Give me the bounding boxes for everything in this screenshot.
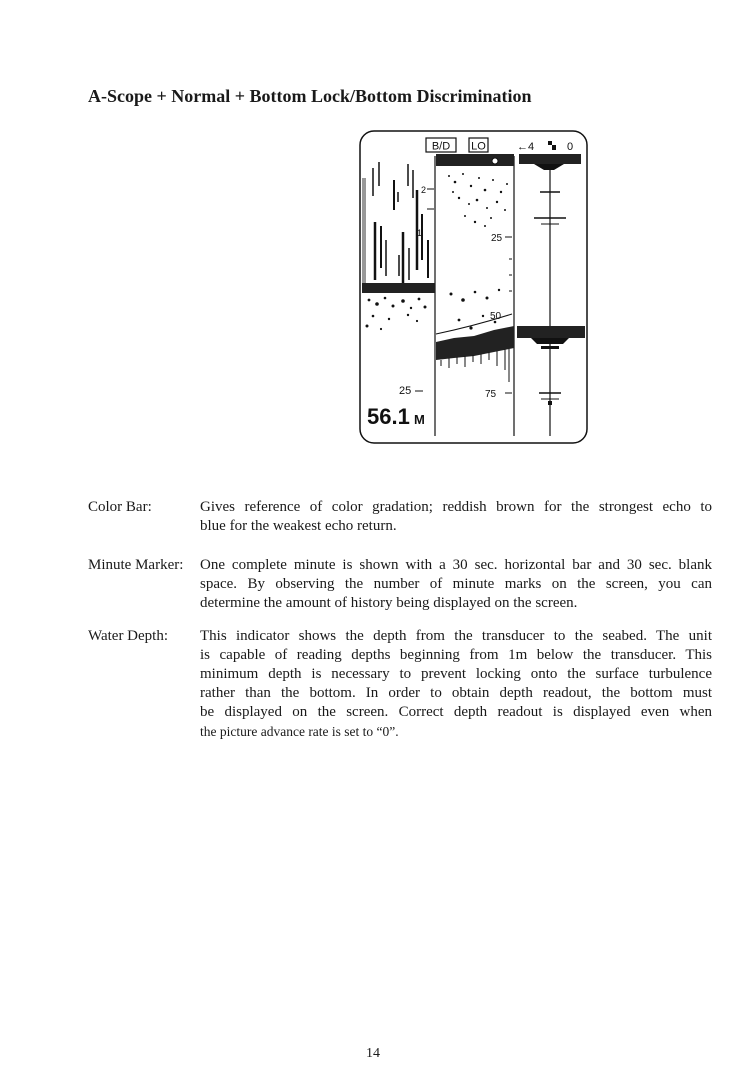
left-scale-label-25: 25: [399, 385, 412, 397]
bd-mode-label: B/D: [431, 140, 451, 153]
definition-body: [200, 627, 712, 741]
advance-marker-bottom: [552, 145, 556, 150]
advance-zero-label: 0: [567, 141, 574, 153]
ascope-label-1: 1: [417, 228, 423, 238]
depth-readout-unit: M: [414, 412, 425, 427]
mid-scale-label-75: 75: [485, 389, 497, 400]
definition-term: Color Bar:: [88, 499, 152, 515]
mid-scale-label-50: 50: [490, 311, 502, 322]
definition-line: space. By observing the number of minute marks on the screen, you can: [200, 576, 712, 592]
echogram-illustration: [359, 130, 588, 444]
ascope-label-2: 2: [421, 185, 427, 195]
page-title: A-Scope + Normal + Bottom Lock/Bottom Discrimination: [88, 86, 532, 106]
definition-term: Minute Marker:: [88, 557, 184, 573]
definition-line: rather than the bottom. In order to obtain depth readout, the bottom must: [200, 685, 712, 701]
page-number: 14: [366, 1046, 380, 1061]
surface-band: [436, 154, 514, 166]
advance-marker-top: [548, 141, 552, 145]
depth-readout-value: 56.1: [367, 404, 410, 429]
depth-readout: [367, 404, 425, 429]
definition-line: determine the amount of history being displayed on the screen.: [200, 595, 578, 611]
definition-line: the picture advance rate is set to “0”.: [200, 724, 399, 739]
ascope-column: [517, 154, 585, 405]
echogram-display: [359, 130, 588, 444]
advance-rate-label: ←4: [517, 141, 535, 153]
definition-line: minimum depth is necessary to prevent locking onto the surface turbulence: [200, 666, 712, 682]
definition-line: Gives reference of color gradation; reddish brown for the strongest echo to: [200, 499, 712, 515]
lo-mode-label: LO: [471, 140, 486, 153]
mid-scale-label-25: 25: [491, 233, 503, 244]
definition-line: This indicator shows the depth from the transducer to the seabed. The unit: [200, 628, 712, 644]
definition-term: Water Depth:: [88, 628, 169, 644]
definition-body: [200, 498, 712, 536]
definition-body: [200, 556, 712, 613]
ascope-traces: [362, 162, 428, 290]
definition-line: blue for the weakest echo return.: [200, 518, 397, 534]
fish-echoes: [448, 173, 508, 330]
left-bottom-speckle: [366, 297, 427, 330]
definition-line: is capable of reading depths beginning from 1m below the transducer. This: [200, 647, 712, 663]
minute-marker: [492, 158, 498, 164]
definition-line: be displayed on the screen. Correct depth readout is displayed even when: [200, 704, 712, 720]
definition-line: One complete minute is shown with a 30 sec. horizontal bar and 30 sec. blank: [200, 557, 712, 573]
left-bottom-band: [362, 283, 435, 293]
